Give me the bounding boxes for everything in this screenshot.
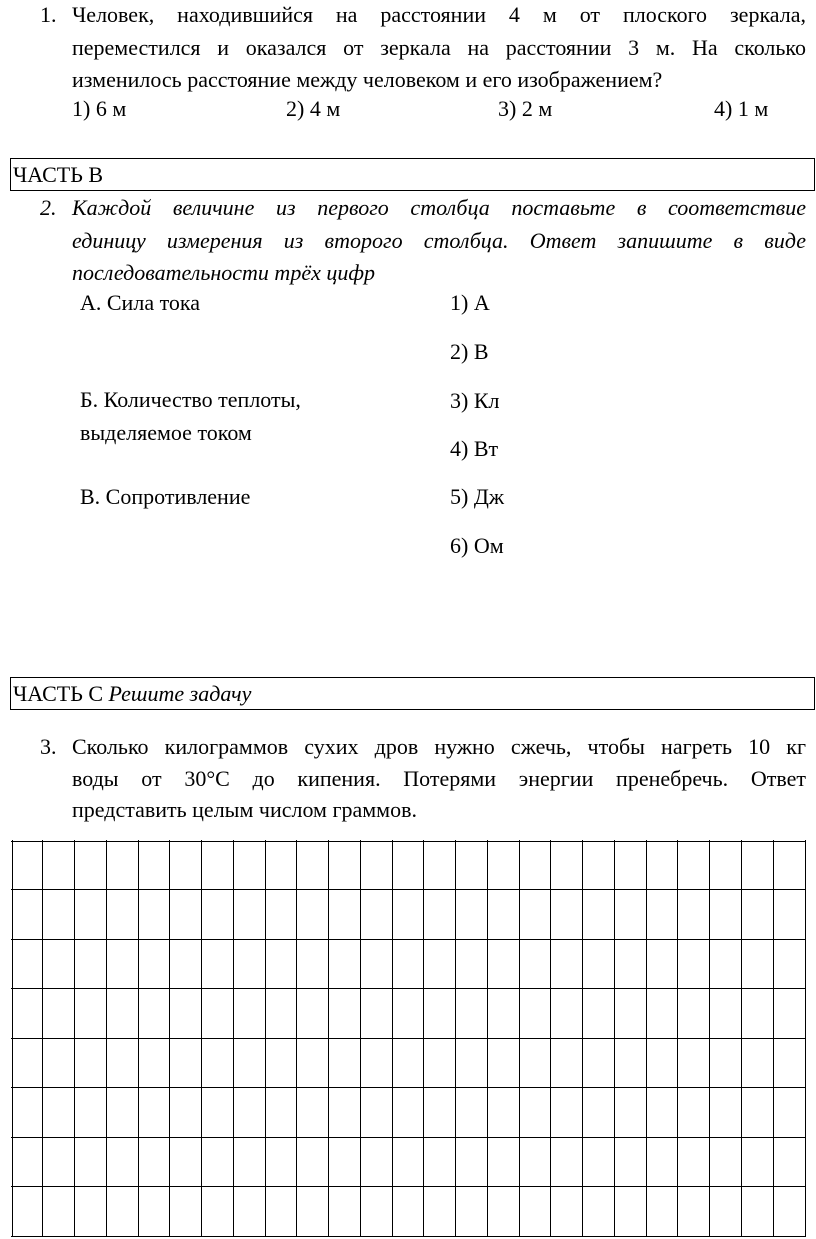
question-1-option-1: 1) 6 м — [72, 96, 127, 121]
match-unit-5: 5) Дж — [450, 484, 505, 509]
match-quantity-c: В. Сопротивление — [80, 484, 251, 509]
part-b-header — [10, 158, 815, 191]
question-1-line-3: изменилось расстояние между человеком и его изображением? — [72, 67, 663, 92]
match-unit-4: 4) Вт — [450, 436, 499, 461]
question-3-line-3: представить целым числом граммов. — [72, 797, 417, 822]
question-2-line-2: единицу измерения из второго столбца. Ответ запишите в виде — [72, 228, 806, 253]
question-2-line-3: последовательности трёх цифр — [72, 260, 375, 285]
match-unit-1: 1) А — [450, 290, 490, 315]
question-1-option-2: 2) 4 м — [286, 96, 341, 121]
question-1-number: 1. — [40, 2, 57, 27]
part-c-header — [10, 677, 815, 710]
question-1-line-1: Человек, находившийся на расстоянии 4 м от плоского зеркала, — [72, 2, 806, 27]
question-1-option-3: 3) 2 м — [498, 96, 553, 121]
part-c-title: ЧАСТЬ С — [13, 681, 104, 706]
question-1-line-2: переместился и оказался от зеркала на расстоянии 3 м. На сколько — [72, 35, 806, 60]
question-3-line-2: воды от 30°С до кипения. Потерями энергии пренебречь. Ответ — [72, 766, 806, 791]
match-unit-3: 3) Кл — [450, 388, 500, 413]
match-quantity-b-line-1: Б. Количество теплоты, — [80, 387, 301, 412]
match-unit-2: 2) В — [450, 339, 489, 364]
question-2-number: 2. — [40, 195, 57, 220]
match-quantity-b-line-2: выделяемое током — [80, 420, 252, 445]
match-unit-6: 6) Ом — [450, 533, 504, 558]
question-3-number: 3. — [40, 734, 57, 759]
question-1-option-4: 4) 1 м — [714, 96, 769, 121]
part-c-instruction: Решите задачу — [108, 681, 252, 706]
part-b-title: ЧАСТЬ В — [13, 162, 104, 187]
match-quantity-a: А. Сила тока — [80, 290, 201, 315]
answer-grid[interactable] — [11, 840, 806, 1237]
question-3-line-1: Сколько килограммов сухих дров нужно сжечь, чтобы нагреть 10 кг — [72, 734, 806, 759]
question-2-line-1: Каждой величине из первого столбца поставьте в соответствие — [72, 195, 806, 220]
